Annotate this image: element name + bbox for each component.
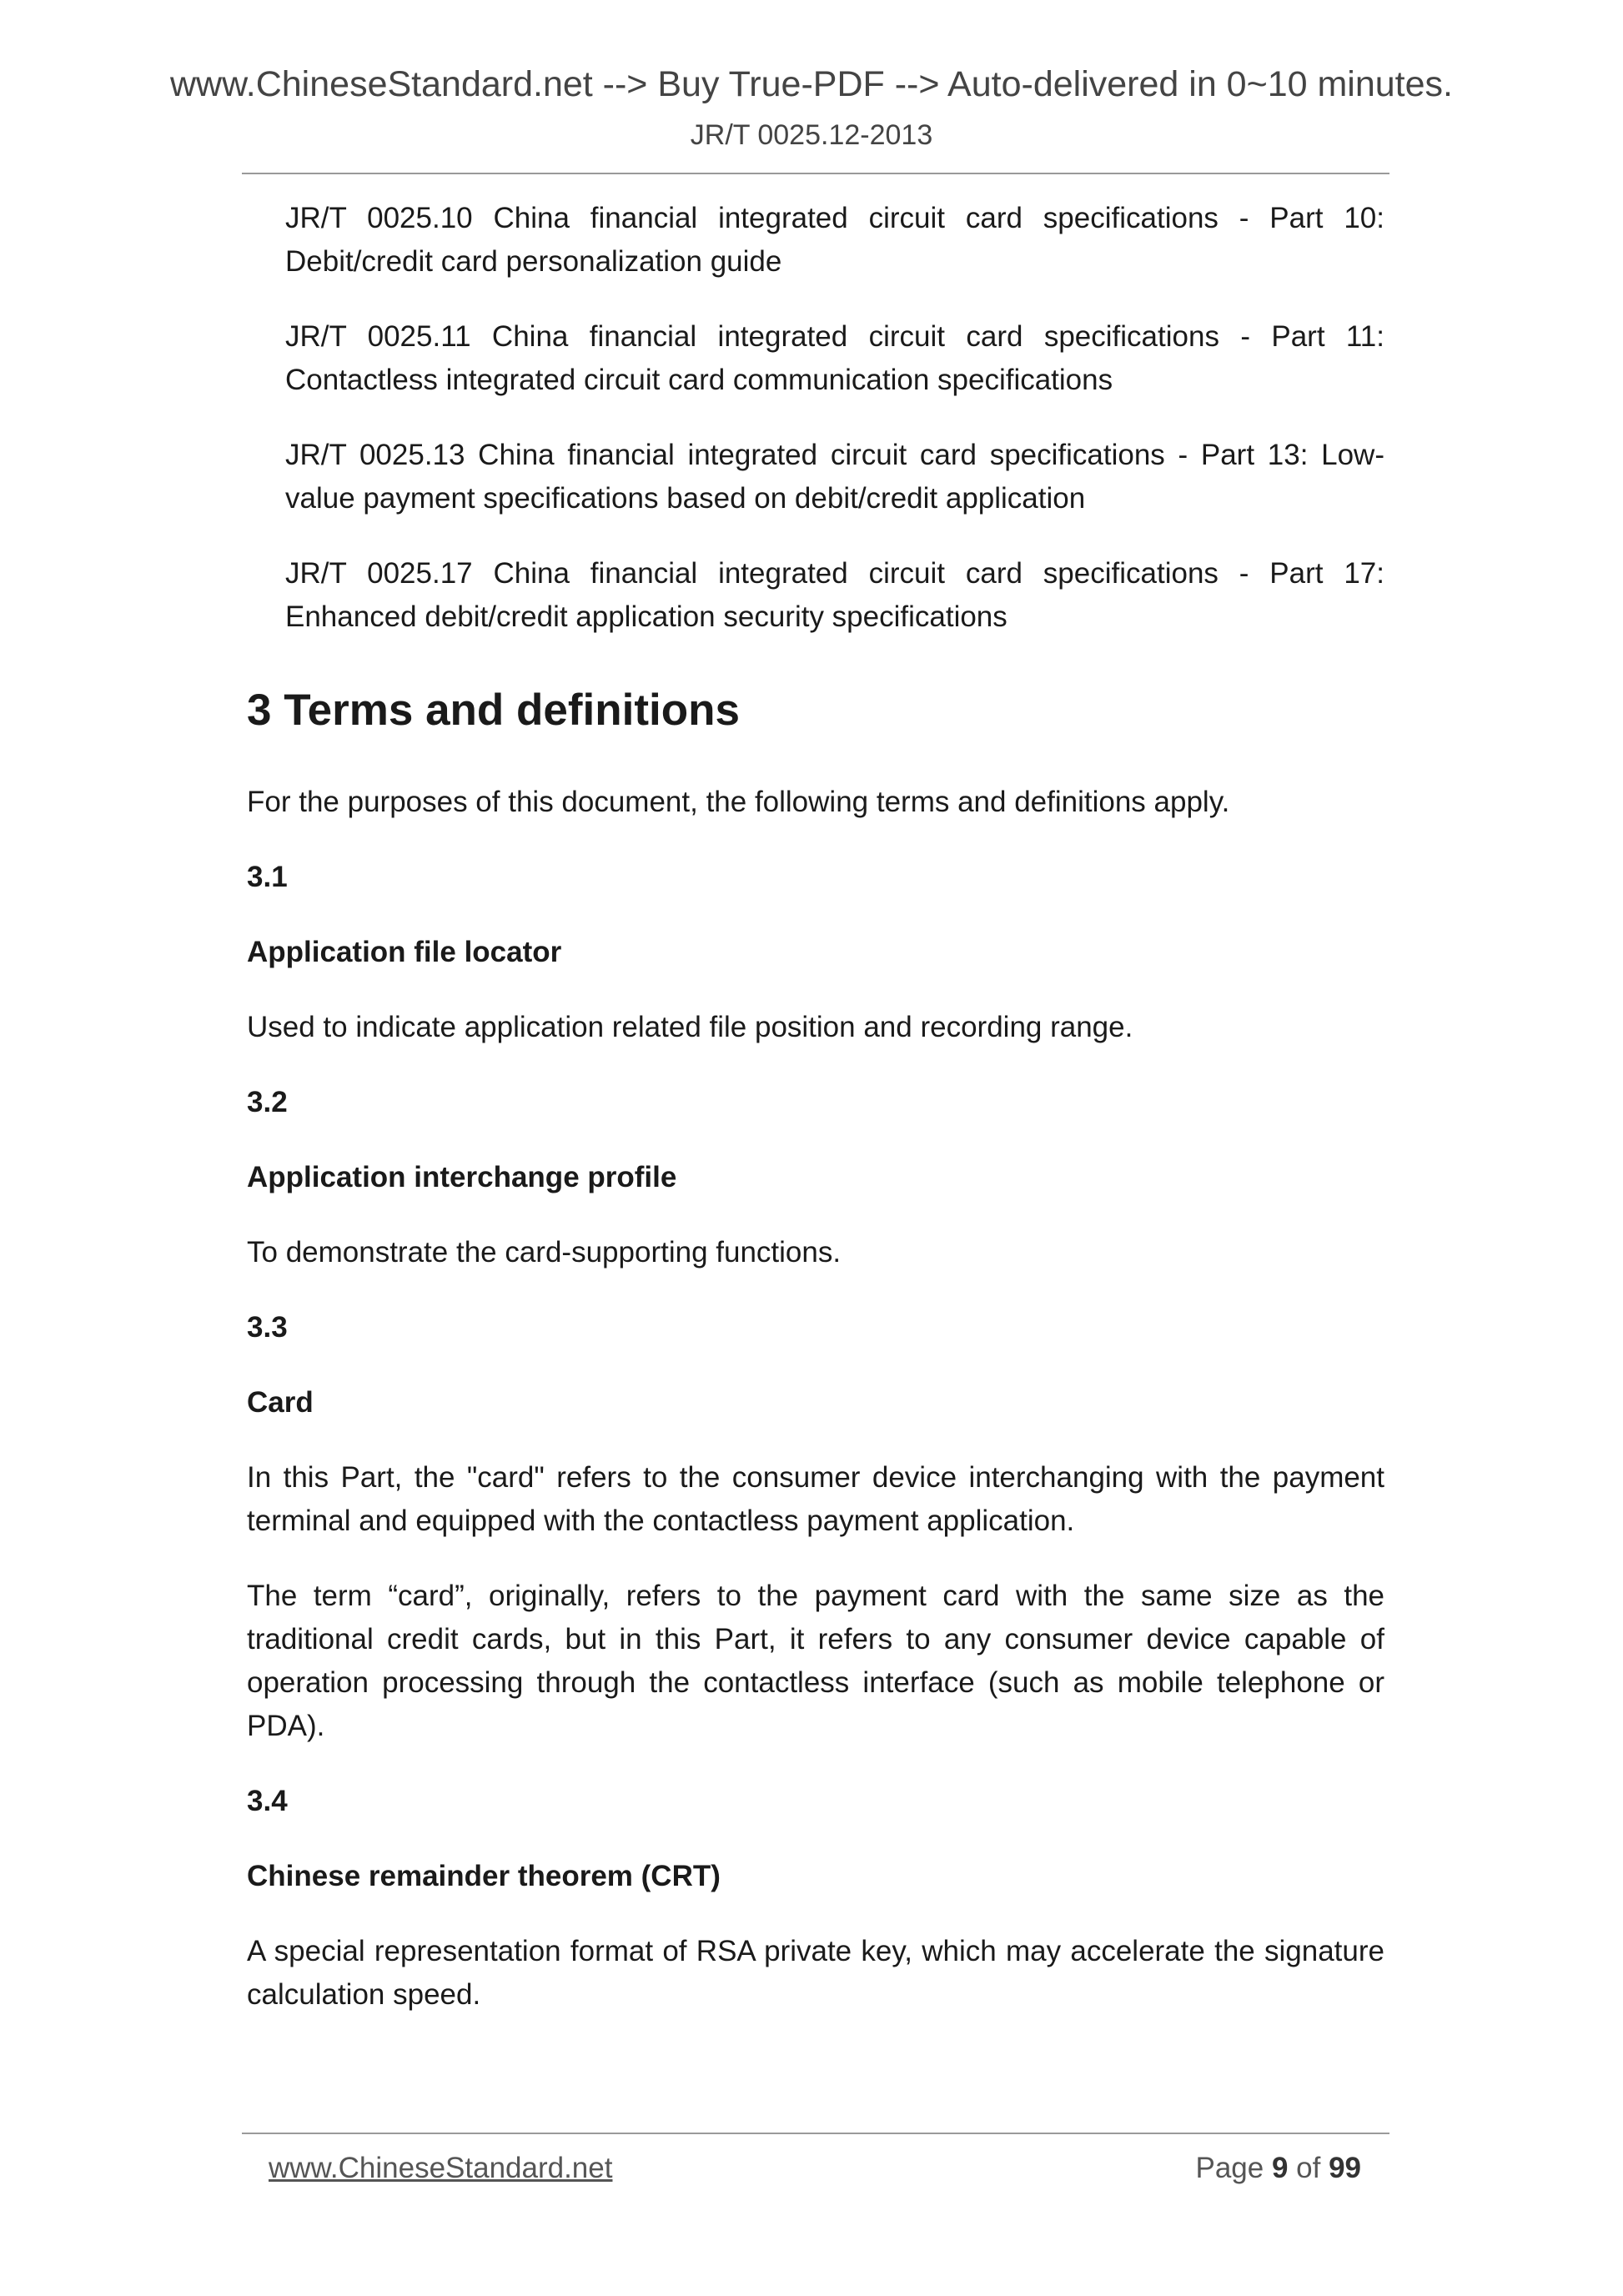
reference-item: JR/T 0025.11 China financial integrated circuit card specifications - Part 11: Contactless integrated circuit card communication specifications: [285, 320, 1384, 396]
header-divider: [242, 173, 1389, 174]
term-number: 3.4: [247, 1785, 288, 1817]
term-number: 3.2: [247, 1086, 288, 1118]
reference-item: JR/T 0025.13 China financial integrated circuit card specifications - Part 13: Low-value payment specifications based on debit/credit application: [285, 439, 1384, 515]
term-note: The term “card”, originally, refers to the payment card with the same size as the traditional credit cards, but in this Part, it refers to any consumer device capable of operation processing through the contactless interface (such as mobile telephone or PDA).: [247, 1580, 1384, 1742]
term-definition: In this Part, the "card" refers to the consumer device interchanging with the payment terminal and equipped with the contactless payment application.: [247, 1461, 1384, 1537]
term-definition: To demonstrate the card-supporting functions.: [247, 1236, 842, 1269]
term-name: Application interchange profile: [247, 1161, 677, 1193]
page-current: 9: [1271, 2152, 1289, 2184]
term-definition: A special representation format of RSA private key, which may accelerate the signature calculation speed.: [247, 1935, 1384, 2011]
section-heading: 3 Terms and definitions: [247, 686, 740, 735]
page-total: 99: [1329, 2152, 1361, 2184]
reference-item: JR/T 0025.10 China financial integrated circuit card specifications - Part 10: Debit/credit card personalization guide: [285, 202, 1384, 278]
reference-item: JR/T 0025.17 China financial integrated circuit card specifications - Part 17: Enhanced debit/credit application security specifications: [285, 557, 1384, 633]
page-of: of: [1288, 2152, 1329, 2184]
term-number: 3.3: [247, 1311, 288, 1344]
footer-divider: [242, 2133, 1389, 2134]
header-banner: www.ChineseStandard.net --> Buy True-PDF --> Auto-delivered in 0~10 minutes.: [169, 64, 1453, 104]
standard-id: JR/T 0025.12-2013: [690, 119, 933, 151]
term-number: 3.1: [247, 861, 288, 893]
term-definition: Used to indicate application related file position and recording range.: [247, 1011, 1133, 1043]
term-name: Application file locator: [247, 936, 562, 968]
footer-site-link[interactable]: www.ChineseStandard.net: [269, 2152, 613, 2184]
section-intro: For the purposes of this document, the following terms and definitions apply.: [247, 786, 1230, 818]
page-prefix: Page: [1195, 2152, 1272, 2184]
term-name: Card: [247, 1386, 314, 1419]
page-body: [247, 197, 1384, 2048]
page-indicator: [1195, 2152, 1361, 2185]
term-name: Chinese remainder theorem (CRT): [247, 1860, 721, 1892]
